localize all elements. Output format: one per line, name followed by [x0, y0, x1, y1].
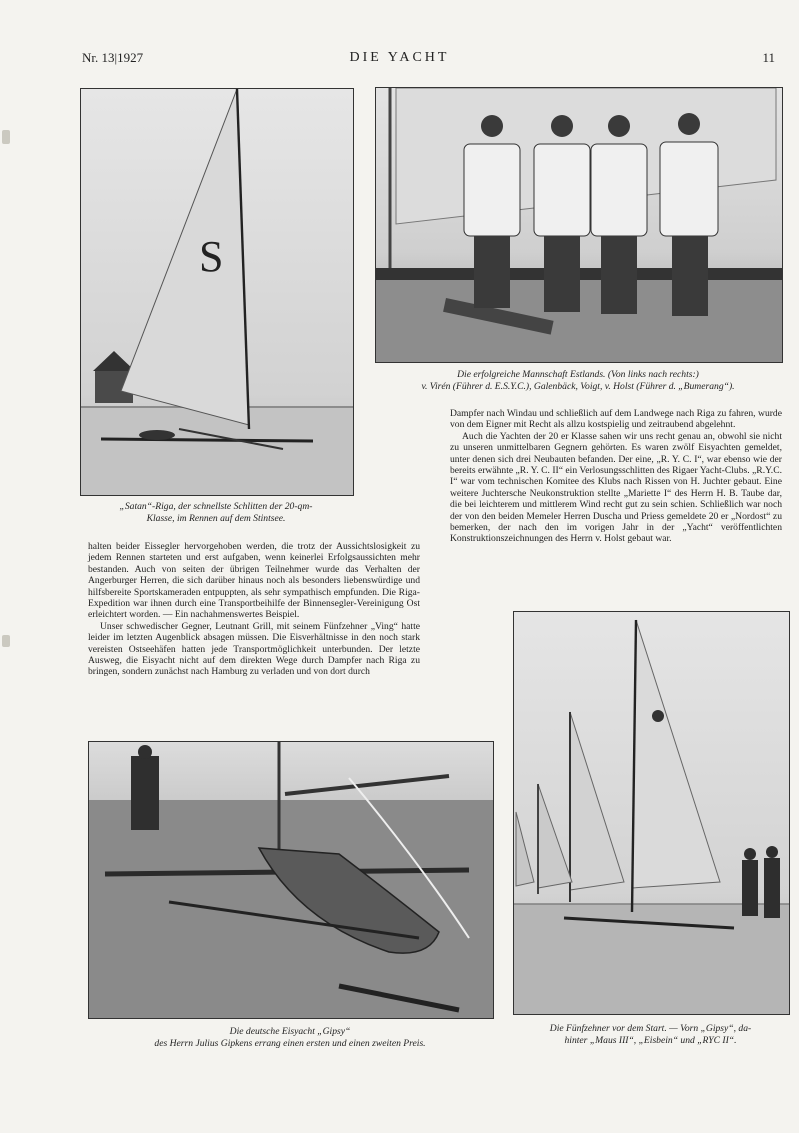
issue-number: Nr. 13|1927 [82, 50, 144, 65]
caption-line: v. Virén (Führer d. E.S.Y.C.), Galenbäck, Voigt, v. Holst (Führer d. „Bumerang“). [421, 380, 735, 392]
satan-caption [80, 501, 352, 524]
satan-photo [80, 88, 354, 496]
crew-photo [375, 87, 783, 363]
page-edge-mark [2, 635, 10, 647]
paragraph: Auch die Yachten der 20 er Klasse sahen wir uns recht genau an, obwohl sie nicht zu unseren unmittelbaren Gegnern gehörten. Es waren zwölf Eisyachten gemeldet, unter denen sich drei Neubauten befanden. Der eine, „R. Y. C. I“, war ebenso wie der bereits erwähnte „R. Y. C. II“ ein Verlosungsschlitten des Rigaer Yacht-Clubs. „R.Y.C. I“ war vom technischen Komitee des Klubs nach Rissen von H. Juchter gebaut. Eine weitere Juchtersche Neukonstruktion stellte „Mariette I“ des Herrn H. B. Taube dar, die bei leichterem und mittlerem Wind recht gut zu sein schien. Schließlich war noch der von den beiden Memeler Herren Duscha und Priess gemeldete 20 er „Nordost“ zu bemerken, der nach den im vorigen Jahr in der „Yacht“ veröffentlichten Konstruktionszeichnungen des Herrn v. Holst gebaut war. [450, 430, 782, 545]
crew-caption [375, 369, 781, 392]
right-text-column [450, 408, 782, 545]
caption-line: Die deutsche Eisyacht „Gipsy“ [229, 1026, 351, 1037]
magazine-title: DIE YACHT [349, 50, 450, 65]
paragraph: Unser schwedischer Gegner, Leutnant Grill, mit seinem Fünfzehner „Ving“ hatte leider im letzten Augenblick absagen müssen. Die Eisverhältnisse in den noch stark vereisten Ostseehäfen hatten jede Transportmöglichkeit unterbunden. Der letzte Ausweg, die Eisyacht nicht auf dem direkten Wege durch Dampfer nach Riga zu bringen, sondern zunächst nach Hamburg zu verladen und von dort durch [88, 620, 420, 678]
sail-letter: S [199, 232, 224, 281]
left-text-column [88, 541, 420, 678]
gipsy-photo [88, 741, 494, 1019]
paragraph: Dampfer nach Windau und schließlich auf dem Landwege nach Riga zu fahren, wurde von dem Eigner mit Recht als allzu kostspielig und zeitraubend abgelehnt. [450, 408, 782, 431]
caption-line: des Herrn Julius Gipkens errang einen ersten und einen zweiten Preis. [154, 1037, 426, 1049]
page-edge-mark [2, 130, 10, 144]
page-number: 11 [762, 50, 775, 65]
caption-line: Die erfolgreiche Mannschaft Estlands. (Von links nach rechts:) [457, 369, 699, 380]
start-caption [508, 1023, 793, 1046]
start-photo [513, 611, 790, 1015]
paragraph: halten beider Eissegler hervorgehoben werden, die trotz der Aussichtslosigkeit zu jedem Rennen starteten und erst aufgaben, wenn keinerlei Erfolgsaussichten mehr bestanden. Auch von seiten der übrigen Teilnehmer wurde das Verhalten der Angerburger Herren, die sich darüber hinaus noch als besonders liebenswürdige und hilfsbereite Sportskameraden entpuppten, als sehr sympathisch empfunden. Die Riga-Expedition war ihnen durch eine Transportbeihilfe der Binnensegler-Vereinigung Ost erleichtert worden. — Ein nachahmenswertes Beispiel. [88, 541, 420, 621]
caption-line: Klasse, im Rennen auf dem Stintsee. [146, 512, 286, 524]
caption-line: hinter „Maus III“, „Eisbein“ und „RYC II“. [564, 1034, 737, 1046]
caption-line: Die Fünfzehner vor dem Start. — Vorn „Gipsy“, da- [549, 1023, 752, 1034]
caption-line: „Satan“-Riga, der schnellste Schlitten der 20-qm- [119, 501, 313, 512]
gipsy-caption [88, 1026, 492, 1049]
